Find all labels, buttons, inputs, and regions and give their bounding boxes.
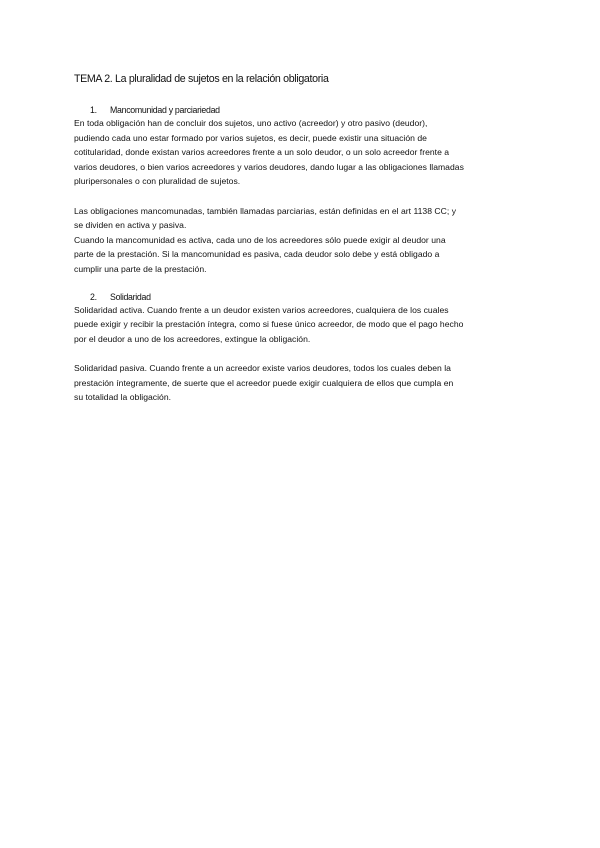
paragraph-line: su totalidad la obligación. [74,392,172,403]
paragraph-line: prestación íntegramente, de suerte que el acreedor puede exigir cualquiera de ellos que cumpla en [74,377,454,388]
paragraph-line: puede exigir y recibir la prestación íntegra, como si fuese único acreedor, de modo que el pago hecho [74,319,464,330]
paragraph-line: Solidaridad pasiva. Cuando frente a un acreedor existe varios deudores, todos los cuales deben la [74,362,451,373]
paragraph-line: Solidaridad activa. Cuando frente a un deudor existen varios acreedores, cualquiera de los cuales [74,304,449,315]
paragraph-line: pluripersonales o con pluralidad de sujetos. [74,176,241,187]
paragraph [74,303,534,347]
paragraph-line: cotitularidad, donde existan varios acreedores frente a un solo deudor, o un solo acreedor frente a [74,147,450,158]
document-title: TEMA 2. La pluralidad de sujetos en la relación obligatoria [74,73,329,85]
paragraph-line: por el deudor a uno de los acreedores, extingue la obligación. [74,333,311,344]
section-number: 1. [90,105,97,115]
paragraph-line: cumplir una parte de la prestación. [74,263,207,274]
section-heading [74,291,534,303]
paragraph-line: En toda obligación han de concluir dos sujetos, uno activo (acreedor) y otro pasivo (deudor), [74,118,428,128]
document-body [74,71,534,405]
paragraph [74,361,534,405]
paragraph-line: Las obligaciones mancomunadas, también llamadas parciarias, están definidas en el art 1138 CC; y [74,205,457,216]
paragraph [74,204,534,277]
paragraph-line: pudiendo cada uno estar formado por varios sujetos, es decir, puede existir una situación de [74,132,427,143]
paragraph [74,116,534,189]
section-title: Mancomunidad y parciariedad [110,105,220,115]
paragraph-line: varios deudores, o bien varios acreedores y varios deudores, dando lugar a las obligaciones llamadas [74,161,464,172]
section-mancomunidad [74,104,534,277]
paragraph-line: parte de la prestación. Si la mancomunidad es pasiva, cada deudor solo debe y está obligado a [74,249,440,260]
section-solidaridad [74,291,534,405]
section-title: Solidaridad [110,291,151,302]
section-number: 2. [90,291,97,302]
paragraph-spacer [74,346,534,361]
paragraph-spacer [74,189,534,204]
paragraph-line: Cuando la mancomunidad es activa, cada uno de los acreedores sólo puede exigir al deudor una [74,234,446,245]
paragraph-line: se dividen en activa y pasiva. [74,220,187,231]
section-heading [74,104,534,116]
